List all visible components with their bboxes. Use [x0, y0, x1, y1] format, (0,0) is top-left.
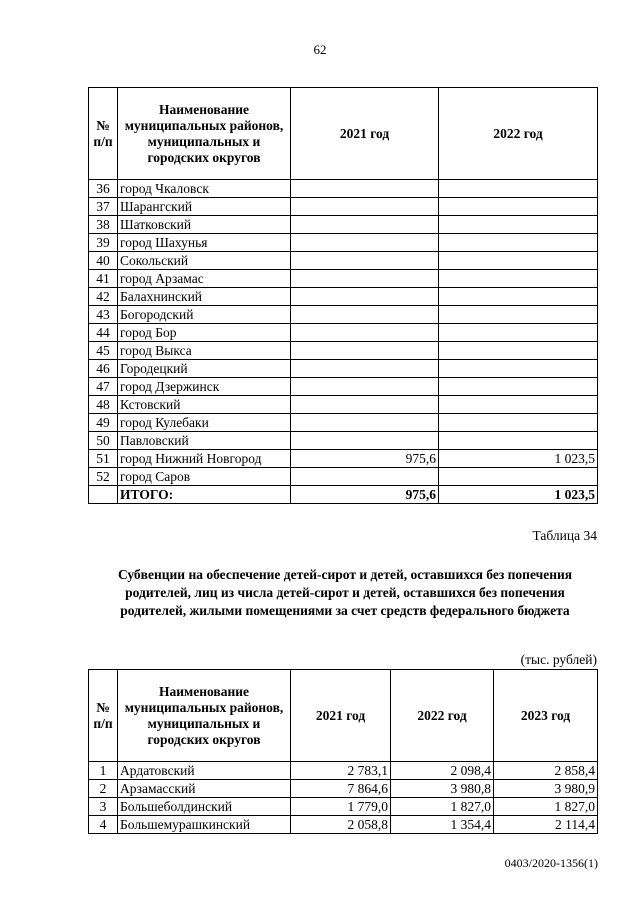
row-value-2021: 2 783,1	[291, 762, 391, 780]
row-value-2022: 2 098,4	[391, 762, 494, 780]
table-municipal-2021-2022	[88, 87, 598, 504]
table-subventions-2021-2023	[88, 669, 598, 834]
row-number: 41	[89, 270, 118, 288]
document-code: 0403/2020-1356(1)	[504, 856, 598, 870]
row-number: 3	[89, 798, 118, 816]
row-value-2021	[291, 468, 439, 486]
row-value-2021: 1 779,0	[291, 798, 391, 816]
row-value-2023: 1 827,0	[494, 798, 598, 816]
row-value-2022	[439, 468, 598, 486]
row-name: Кстовский	[118, 396, 291, 414]
row-number: 48	[89, 396, 118, 414]
table-row	[89, 306, 598, 324]
row-name: город Дзержинск	[118, 378, 291, 396]
row-value-2021	[291, 270, 439, 288]
row-number: 43	[89, 306, 118, 324]
row-number: 39	[89, 234, 118, 252]
row-name: Шарангский	[118, 198, 291, 216]
row-name: город Выкса	[118, 342, 291, 360]
table-row	[89, 198, 598, 216]
table-row	[89, 816, 598, 834]
row-value-2022	[439, 360, 598, 378]
row-number: 1	[89, 762, 118, 780]
row-value-2022: 1 023,5	[439, 450, 598, 468]
table-row	[89, 180, 598, 198]
row-value-2023: 2 114,4	[494, 816, 598, 834]
row-name: город Саров	[118, 468, 291, 486]
row-number: 47	[89, 378, 118, 396]
row-number: 40	[89, 252, 118, 270]
row-value-2022	[439, 252, 598, 270]
row-name: Большемурашкинский	[118, 816, 291, 834]
header-name: Наименование муниципальных районов, муниципальных и городских округов	[118, 88, 291, 180]
row-name: Арзамасский	[118, 780, 291, 798]
table-row	[89, 780, 598, 798]
row-number: 37	[89, 198, 118, 216]
table-row	[89, 432, 598, 450]
table-row	[89, 216, 598, 234]
total-value-2021: 975,6	[291, 486, 439, 504]
row-value-2022: 3 980,8	[391, 780, 494, 798]
row-value-2021	[291, 432, 439, 450]
row-value-2021: 7 864,6	[291, 780, 391, 798]
row-value-2022	[439, 270, 598, 288]
row-value-2022	[439, 216, 598, 234]
total-label: ИТОГО:	[118, 486, 291, 504]
row-value-2022	[439, 288, 598, 306]
row-value-2022	[439, 396, 598, 414]
row-value-2021	[291, 216, 439, 234]
total-value-2022: 1 023,5	[439, 486, 598, 504]
row-value-2022	[439, 234, 598, 252]
row-number: 49	[89, 414, 118, 432]
row-value-2022	[439, 342, 598, 360]
header-2021: 2021 год	[291, 88, 439, 180]
row-value-2021	[291, 396, 439, 414]
units-label: (тыс. рублей)	[520, 652, 597, 667]
section-title: Субвенции на обеспечение детей-сирот и детей, оставшихся без попечения родителей, лиц из числа детей-сирот и детей, оставшихся без попечения родителей, жилыми помещениями за счет средств федерального бюджета	[117, 567, 573, 618]
row-value-2022	[439, 432, 598, 450]
table-row	[89, 270, 598, 288]
table-row	[89, 762, 598, 780]
row-name: город Арзамас	[118, 270, 291, 288]
row-value-2022	[439, 306, 598, 324]
row-value-2022: 1 827,0	[391, 798, 494, 816]
row-value-2021	[291, 324, 439, 342]
table-row	[89, 324, 598, 342]
row-name: Богородский	[118, 306, 291, 324]
table-row	[89, 252, 598, 270]
row-number: 50	[89, 432, 118, 450]
row-value-2022: 1 354,4	[391, 816, 494, 834]
row-value-2021	[291, 360, 439, 378]
row-value-2022	[439, 324, 598, 342]
row-number: 46	[89, 360, 118, 378]
row-name: Городецкий	[118, 360, 291, 378]
table-row	[89, 342, 598, 360]
row-number: 45	[89, 342, 118, 360]
table-row	[89, 288, 598, 306]
table-row	[89, 414, 598, 432]
table-row	[89, 360, 598, 378]
row-value-2021	[291, 306, 439, 324]
row-value-2021	[291, 252, 439, 270]
row-name: город Кулебаки	[118, 414, 291, 432]
table-row	[89, 396, 598, 414]
row-name: Балахнинский	[118, 288, 291, 306]
header-2021: 2021 год	[291, 670, 391, 762]
row-value-2021: 975,6	[291, 450, 439, 468]
row-number: 2	[89, 780, 118, 798]
row-value-2023: 2 858,4	[494, 762, 598, 780]
page-number: 62	[313, 42, 327, 57]
row-value-2021	[291, 180, 439, 198]
table-row	[89, 468, 598, 486]
row-name: Ардатовский	[118, 762, 291, 780]
row-value-2021	[291, 342, 439, 360]
table-row	[89, 378, 598, 396]
total-row	[89, 486, 598, 504]
header-num: № п/п	[89, 88, 118, 180]
table-caption: Таблица 34	[532, 528, 597, 543]
row-value-2022	[439, 414, 598, 432]
total-num-empty	[89, 486, 118, 504]
row-number: 44	[89, 324, 118, 342]
row-name: город Нижний Новгород	[118, 450, 291, 468]
row-name: город Бор	[118, 324, 291, 342]
row-value-2022	[439, 198, 598, 216]
table-row	[89, 234, 598, 252]
row-name: Сокольский	[118, 252, 291, 270]
header-2023: 2023 год	[494, 670, 598, 762]
row-name: Большеболдинский	[118, 798, 291, 816]
row-value-2021	[291, 378, 439, 396]
header-2022: 2022 год	[439, 88, 598, 180]
row-value-2022	[439, 378, 598, 396]
row-value-2021: 2 058,8	[291, 816, 391, 834]
row-name: город Шахунья	[118, 234, 291, 252]
row-number: 51	[89, 450, 118, 468]
row-number: 4	[89, 816, 118, 834]
header-2022: 2022 год	[391, 670, 494, 762]
row-value-2021	[291, 414, 439, 432]
row-value-2022	[439, 180, 598, 198]
row-value-2021	[291, 198, 439, 216]
row-number: 36	[89, 180, 118, 198]
row-number: 38	[89, 216, 118, 234]
row-number: 42	[89, 288, 118, 306]
table-row	[89, 798, 598, 816]
row-value-2021	[291, 234, 439, 252]
header-num: № п/п	[89, 670, 118, 762]
row-value-2023: 3 980,9	[494, 780, 598, 798]
row-name: Павловский	[118, 432, 291, 450]
row-name: город Чкаловск	[118, 180, 291, 198]
table-row	[89, 450, 598, 468]
row-number: 52	[89, 468, 118, 486]
row-value-2021	[291, 288, 439, 306]
row-name: Шатковский	[118, 216, 291, 234]
header-name: Наименование муниципальных районов, муниципальных и городских округов	[118, 670, 291, 762]
